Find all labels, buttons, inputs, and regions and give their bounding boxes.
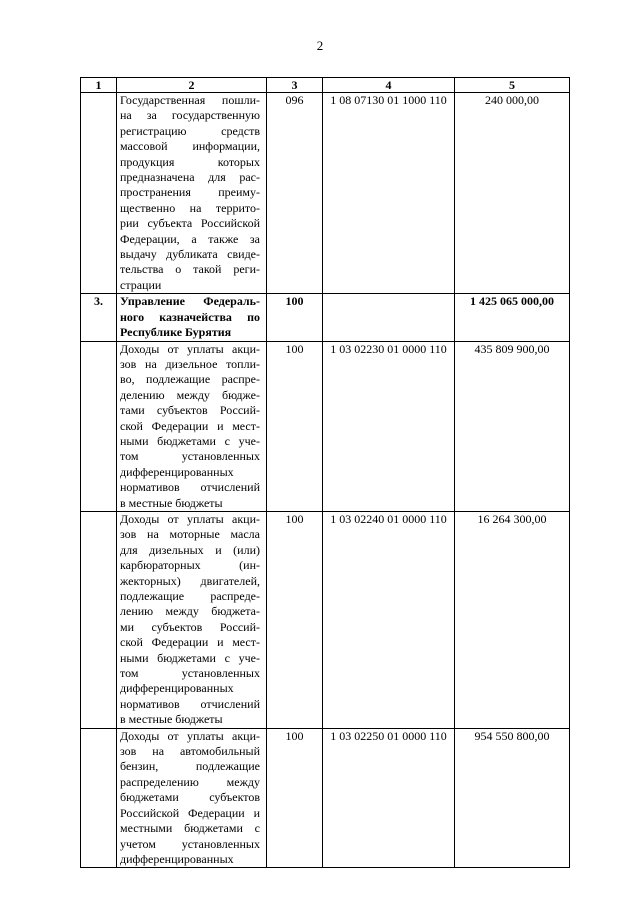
revenue-name-line: страции bbox=[120, 277, 162, 292]
revenue-name bbox=[117, 294, 267, 341]
revenue-name-line: дифференцированных bbox=[120, 681, 234, 696]
budget-classification-code: 1 08 07130 01 1000 110 bbox=[323, 93, 455, 294]
admin-code: 100 bbox=[267, 511, 323, 728]
revenue-name-line: ской Федерации и мест- bbox=[120, 635, 260, 650]
revenue-name-line: зов на автомобильный bbox=[120, 744, 260, 759]
revenue-name-line: регистрацию средств bbox=[120, 123, 260, 138]
amount: 16 264 300,00 bbox=[455, 511, 570, 728]
revenue-name-line: Федерации, а также за bbox=[120, 231, 260, 246]
revenue-name-line: Управление Федераль- bbox=[120, 294, 260, 309]
table-row bbox=[81, 511, 570, 728]
table-row bbox=[81, 341, 570, 511]
header-col-4: 4 bbox=[323, 78, 455, 93]
revenue-name-line: дифференцированных bbox=[120, 464, 234, 479]
header-col-2: 2 bbox=[117, 78, 267, 93]
row-number: 3. bbox=[81, 294, 117, 341]
revenue-name-line: тами субъектов Россий- bbox=[120, 403, 260, 418]
header-col-1: 1 bbox=[81, 78, 117, 93]
revenue-name-line: ской Федерации и мест- bbox=[120, 418, 260, 433]
revenue-name-line: ными бюджетами с уче- bbox=[120, 650, 260, 665]
revenue-name-line: выдачу дубликата свиде- bbox=[120, 247, 260, 262]
revenue-name-line: карбюраторных (ин- bbox=[120, 558, 260, 573]
revenue-table bbox=[80, 77, 570, 868]
revenue-name-line: лению между бюджета- bbox=[120, 604, 260, 619]
amount: 954 550 800,00 bbox=[455, 728, 570, 868]
revenue-name bbox=[117, 93, 267, 294]
revenue-name-line: нормативов отчислений bbox=[120, 480, 260, 495]
header-row bbox=[81, 78, 570, 93]
table-row bbox=[81, 728, 570, 868]
budget-classification-code: 1 03 02250 01 0000 110 bbox=[323, 728, 455, 868]
admin-code: 100 bbox=[267, 294, 323, 341]
budget-classification-code: 1 03 02240 01 0000 110 bbox=[323, 511, 455, 728]
revenue-name-line: том установленных bbox=[120, 449, 260, 464]
revenue-name-line: распределению между bbox=[120, 774, 260, 789]
table-row bbox=[81, 294, 570, 341]
revenue-name-line: жекторных) двигателей, bbox=[120, 573, 260, 588]
budget-classification-code: 1 03 02230 01 0000 110 bbox=[323, 341, 455, 511]
revenue-name-line: Доходы от уплаты акци- bbox=[120, 511, 260, 526]
row-number bbox=[81, 728, 117, 868]
revenue-name-line: дифференцированных bbox=[120, 851, 234, 866]
amount: 435 809 900,00 bbox=[455, 341, 570, 511]
revenue-name-line: предназначена для рас- bbox=[120, 170, 260, 185]
revenue-name-line: пространения преиму- bbox=[120, 185, 260, 200]
table-body bbox=[81, 93, 570, 868]
revenue-name-line: том установленных bbox=[120, 666, 260, 681]
row-number bbox=[81, 93, 117, 294]
revenue-name-line: бюджетами субъектов bbox=[120, 790, 260, 805]
revenue-name-line: массовой информации, bbox=[120, 139, 260, 154]
revenue-name-line: ными бюджетами с уче- bbox=[120, 433, 260, 448]
revenue-name-line: в местные бюджеты bbox=[120, 712, 223, 727]
revenue-name-line: Доходы от уплаты акци- bbox=[120, 728, 260, 743]
revenue-name-line: щественно на террито- bbox=[120, 200, 260, 215]
amount: 240 000,00 bbox=[455, 93, 570, 294]
revenue-name-line: в местные бюджеты bbox=[120, 495, 223, 510]
revenue-name-line: для дизельных и (или) bbox=[120, 542, 260, 557]
revenue-name-line: подлежащие распреде- bbox=[120, 589, 260, 603]
revenue-name-line: ми субъектов Россий- bbox=[120, 619, 260, 634]
revenue-name-line: Республике Бурятия bbox=[120, 325, 232, 340]
revenue-name-line: местными бюджетами с bbox=[120, 821, 260, 836]
table-row bbox=[81, 93, 570, 294]
header-col-5: 5 bbox=[455, 78, 570, 93]
revenue-name-line: зов на моторные масла bbox=[120, 527, 260, 542]
revenue-name bbox=[117, 511, 267, 728]
revenue-name-line: зов на дизельное топли- bbox=[120, 356, 260, 371]
revenue-name bbox=[117, 728, 267, 868]
page-number: 2 bbox=[316, 38, 324, 53]
admin-code: 100 bbox=[267, 728, 323, 868]
revenue-name-line: тельства о такой реги- bbox=[120, 262, 260, 277]
row-number bbox=[81, 511, 117, 728]
revenue-name-line: рии субъекта Российской bbox=[120, 216, 260, 231]
budget-classification-code bbox=[323, 294, 455, 341]
revenue-name-line: Доходы от уплаты акци- bbox=[120, 341, 260, 356]
row-number bbox=[81, 341, 117, 511]
admin-code: 096 bbox=[267, 93, 323, 294]
revenue-name-line: учетом установленных bbox=[120, 836, 260, 851]
amount: 1 425 065 000,00 bbox=[455, 294, 570, 341]
revenue-name-line: во, подлежащие распре- bbox=[120, 372, 260, 387]
revenue-name-line: ного казначейства по bbox=[120, 309, 260, 324]
revenue-name-line: продукция которых bbox=[120, 154, 260, 169]
revenue-name-line: Российской Федерации и bbox=[120, 805, 260, 820]
header-col-3: 3 bbox=[267, 78, 323, 93]
revenue-name-line: бензин, подлежащие bbox=[120, 759, 260, 774]
admin-code: 100 bbox=[267, 341, 323, 511]
revenue-name-line: нормативов отчислений bbox=[120, 696, 260, 711]
revenue-name bbox=[117, 341, 267, 511]
revenue-name-line: на за государственную bbox=[120, 108, 260, 123]
revenue-name-line: Государственная пошли- bbox=[120, 93, 260, 107]
revenue-name-line: делению между бюдже- bbox=[120, 387, 260, 402]
